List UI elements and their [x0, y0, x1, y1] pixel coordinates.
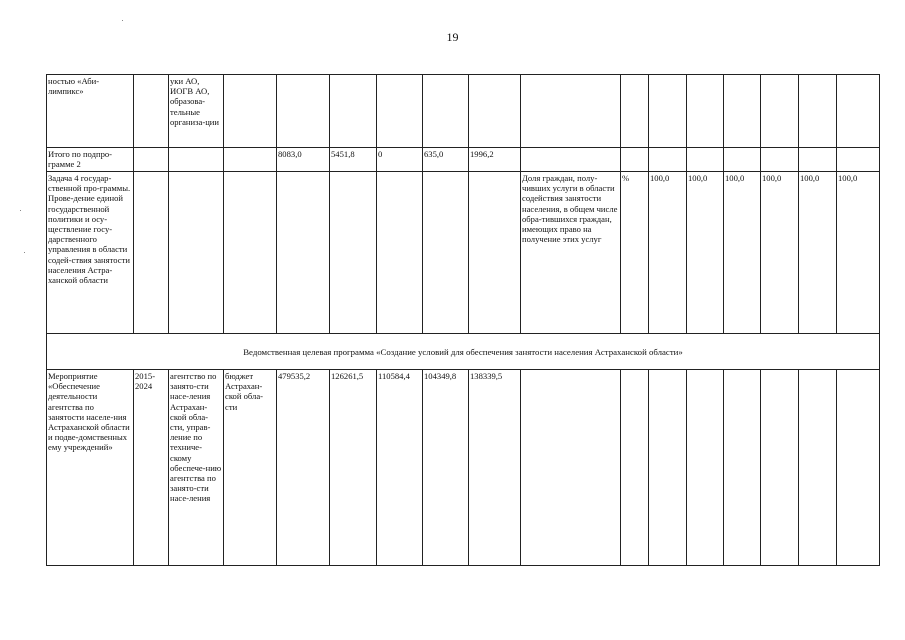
- unit-cell: %: [621, 172, 649, 334]
- year-value-cell: 0: [377, 148, 423, 172]
- indicator-value-cell: 100,0: [649, 172, 687, 334]
- scan-speck: [122, 20, 123, 21]
- row-name-cell: Итого по подпро-грамме 2: [47, 148, 134, 172]
- table-row: [47, 75, 880, 148]
- indicator-value-cell: 100,0: [799, 172, 837, 334]
- table-row: [47, 370, 880, 566]
- source-cell: бюджет Астрахан-ской обла-сти: [224, 370, 277, 566]
- year-value-cell: 635,0: [423, 148, 469, 172]
- indicator-value-cell: 100,0: [837, 172, 880, 334]
- year-value-cell: 104349,8: [423, 370, 469, 566]
- year-value-cell: 5451,8: [330, 148, 377, 172]
- indicator-value-cell: 100,0: [687, 172, 724, 334]
- table-row: [47, 334, 880, 370]
- page-number: 19: [446, 30, 459, 44]
- section-header: Ведомственная целевая программа «Создание условий для обеспечения занятости населения Астраханской области»: [47, 334, 880, 370]
- row-name-cell: ностью «Аби-лимпикс»: [47, 75, 134, 148]
- year-value-cell: 1996,2: [469, 148, 521, 172]
- table-row: [47, 148, 880, 172]
- executor-cell: уки АО, ИОГВ АО, образова-тельные организа-ции: [169, 75, 224, 148]
- indicator-value-cell: 100,0: [724, 172, 761, 334]
- indicator-value-cell: 100,0: [761, 172, 799, 334]
- period-cell: 2015-2024: [134, 370, 169, 566]
- scan-speck: [20, 210, 21, 211]
- year-value-cell: 110584,4: [377, 370, 423, 566]
- row-name-cell: Мероприятие «Обеспечение деятельности агентства по занятости населе-ния Астраханской области и подве-домственных ему учреждений»: [47, 370, 134, 566]
- year-value-cell: 138339,5: [469, 370, 521, 566]
- indicator-cell: Доля граждан, полу-чивших услуги в области содействия занятости населения, в общем числе обра-тившихся граждан, имеющих право на получение этих услуг: [521, 172, 621, 334]
- row-name-cell: Задача 4 государ-ственной про-граммы. Прове-дение единой государственной политики и осу-ществление госу-дарственного управления в области содей-ствия занятости населения Астра-ханской области: [47, 172, 134, 334]
- total-cell: 479535,2: [277, 370, 330, 566]
- year-value-cell: 126261,5: [330, 370, 377, 566]
- executor-cell: агентство по занято-сти насе-ления Астрахан-ской обла-сти, управ-ление по техниче-скому обеспече-нию агентства по занято-сти насе-ления: [169, 370, 224, 566]
- total-cell: 8083,0: [277, 148, 330, 172]
- scan-speck: [24, 252, 25, 253]
- program-table: [46, 74, 880, 566]
- table-row: [47, 172, 880, 334]
